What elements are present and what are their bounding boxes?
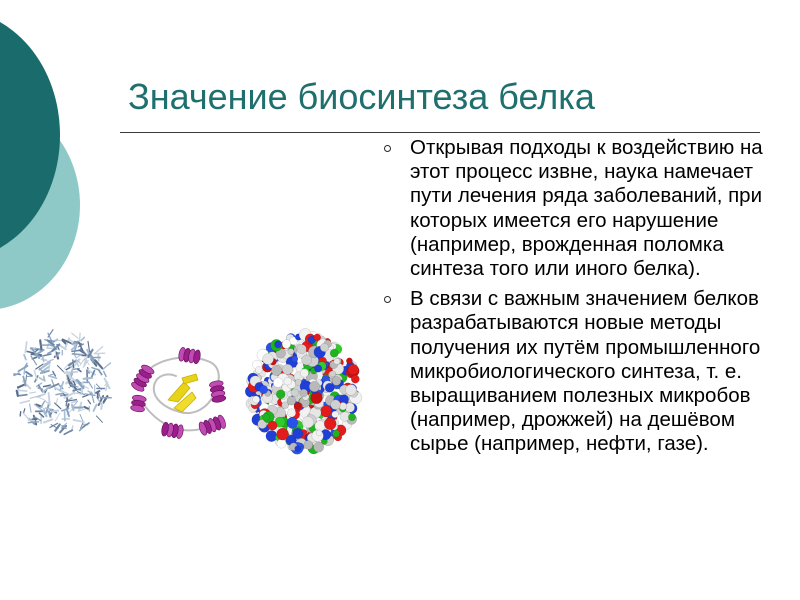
protein-ribbon-model-icon: [122, 342, 240, 442]
bullet-item: [380, 287, 795, 456]
protein-stick-model-icon: [4, 325, 119, 445]
slide-title: Значение биосинтеза белка: [128, 76, 595, 117]
bullet-list: [380, 136, 795, 463]
title-divider: [120, 132, 760, 133]
bullet-circle-icon: [384, 296, 391, 303]
bullet-item: [380, 136, 795, 281]
protein-spacefill-model-icon: [240, 322, 368, 460]
bullet-text: В связи с важным значением белков разрабатываются новые методы получения их путём промышленного микробиологического синтеза, т. е. выращиванием полезных микробов (например, дрожжей) на дешёвом сырье (например, нефти, газе).: [410, 287, 761, 456]
bullet-text: Открывая подходы к воздействию на этот процесс извне, наука намечает пути лечения ряда заболеваний, при которых имеется его нарушение (например, врожденная поломка синтеза того или иного белка).: [410, 136, 763, 281]
bullet-circle-icon: [384, 145, 391, 152]
